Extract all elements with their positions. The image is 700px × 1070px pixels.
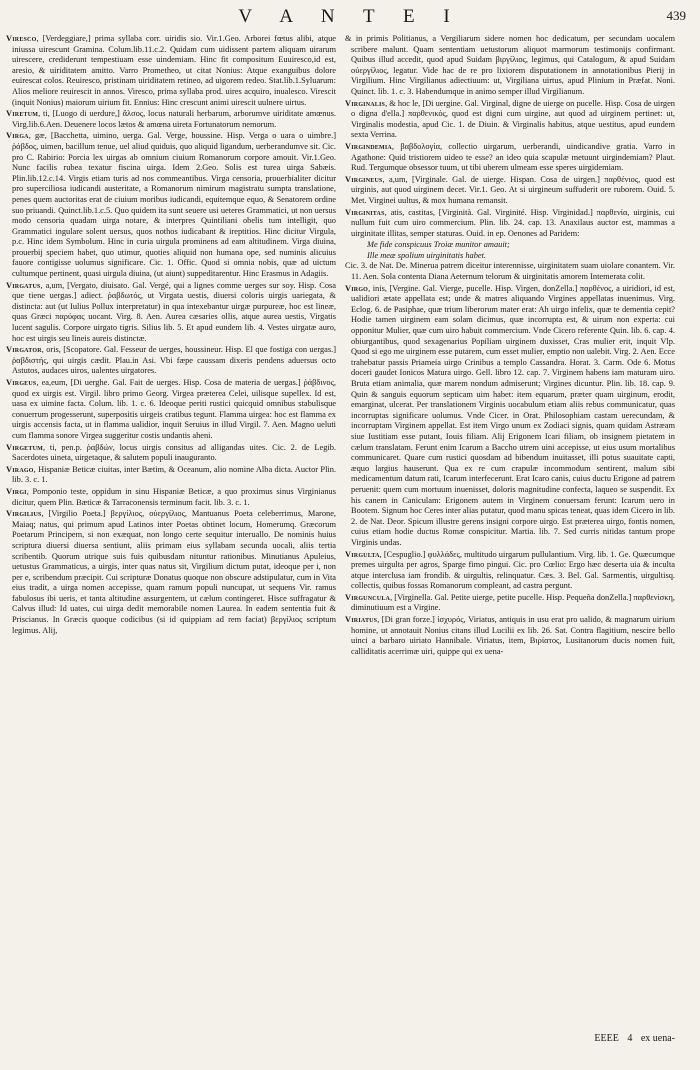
dictionary-entry: Virgi, Pomponio teste, oppidum in sinu Hispaniæ Beticæ, a quo proximus sinus Virginianus dicitur, quem Plin. Bæticæ & Tarraconensis terminum facit. lib. 3. c. 1. [6, 486, 336, 507]
dictionary-entry: Virgator, oris, [Scopatore. Gal. Fesseur de uerges, houssineur. Hisp. El que fostiga con uergas.] ῥαβδιστής, qui uirgis cædit. Plau.in Asi. Vbi fæpe caussam dixeris pendens aduersus octo Astutos, audaces uiros, ualentes uirgatores. [6, 345, 336, 376]
entry-text: [Verdeggiare,] prima syllaba corr. uiridis sio. Vir.1.Geo. Arborei fœtus alibi, atque iniussa uirescunt Gramina. Colum.lib.11.c.2. Quidam cum uidissent partem aliquam uirarum uirescere, crediderunt tempestiuam esse uindemiam. Hinc fit compositum Euuiresco,id est, aresio, & uiriditatem amitto. Varro Prometheo, ut citat Nonius: Atque exanguibus dolore euirescat colos. Reuiresco, pristinam uiriditatem retineo, ad uigorem redeo. Stat.lib.1.Syluarum: Alios meliore reuirescit in annos. Viresco, prima syllaba prod. uires acquiro, inualesco. Virescit (inquit Nonius) maiorum uirium fit. Ennius: Hinc crescunt animi uirescit uulnere uirtus. [12, 34, 336, 107]
entry-text: βαβδολογία, collectio uirgarum, uerberandi, uindicandive gratia. Varro in Agathone: Quid tristiorem uideo te esse? an ideo quia scapulæ metuunt uirgindemiam? Plaut. Rud. Tergumque obsessor tuum, ut tibi uberem ulmeam esse speres uirgidemiam. [351, 141, 675, 173]
entry-text: ea,eum, [Di uerghe. Gal. Fait de uerges. Hisp. Cosa de materia de uergas.] ῥάβδινος, quod ex uirgis est. Virgil. libro primo Georg. Virgea præterea Celei, uilisque supellex. Id est, uasa ex uimine facta. Colum. lib. 1. c. 6. Ideoque periti rustici quicquid omnibus stabulisque conuerrum progesserunt, superpositis uirgeis cratibus tegunt. Flamma uirgea: hoc est flamma ex uirgis accensis facta, ut in flamma ualidior, inquit Seruius in illud Virgil. 7. Aen. Magno ueluti cum flamma sonore Virgea suggeritur costis undantis aheni. [12, 378, 336, 440]
page-footer [345, 1033, 675, 1047]
entry-text: [Cespuglio.] φυλλάδες, multitudo uirgarum pullulantium. Virg. lib. 1. Ge. Quæcumque premes uirgulta per agros, Sparge fimo pingui. Cic. pro Cœlio: Ergo hæc deserta uia & inculta atque interclusa iam frondib. & uirgultis, relinquatur. Cæs. 3. Bel. Gal. Sarmentis, uirgultisq. collectis, quibus fossas Romanorum compleant, ad castra pergunt. [351, 549, 675, 591]
dictionary-entry: Virgulta, [Cespuglio.] φυλλάδες, multitudo uirgarum pullulantium. Virg. lib. 1. Ge. Quæcumque premes uirgulta per agros, Sparge fimo pingui. Cic. pro Cœlio: Ergo hæc deserta uia & inculta atque interclusa iam frondib. & uirgultis, relinquatur. Cæs. 3. Bel. Gal. Sarmentis, uirgultisq. collectis, quibus fossas Romanorum compleant, ad castra pergunt. [345, 549, 675, 591]
page-number: 439 [666, 8, 686, 23]
entry-text: Hispaniæ Beticæ ciuitas, inter Bætim, & Oceanum, alio nomine Alba dicta. Auctor Plin. lib. 3. c. 1. [12, 464, 336, 485]
entry-text: & hoc le, [Di uergine. Gal. Virginal, digne de uierge on pucelle. Hisp. Cosa de uirgen o digna d'ella.] παρθενικός, quod est digni cum uirgine, aut quod ad uirginem pertinet: ut, Virginalis modestia, apud Cic. 1. de Diuin. & Virginalis habitus, atque uestitus, apud eundem sexta Verrina. [351, 98, 675, 140]
entry-headword: Virago [6, 464, 34, 474]
signature-mark: EEEE [594, 1033, 619, 1044]
entry-text: inis, [Vergine. Gal. Vierge, pucelle. Hisp. Virgen, donZella.] παρθένος, a uiridiori, id est, ualidiori ætate appellata est; unde & matres aliquando Virgines appellatas inuenimus. Virg. Eclog. 6. de Pasiphae, quæ trium liberorum mater erat: Ah uirgo infelix, quæ te dementia cepit? Hodie tamen uirginem eam solam dicimus, quæ incorrupta est, & uirum non experta: cui opponitur Mulier, quæ cum uiro habuit commercium. Vnde Cicero referente Quin. lib. 6. cap. 4. obiurgantibus, quod sexagenarius Popiliam uirginem duxisset, Cras mulier erit, inquit Vlp. Quod si ego me uirginem esse putarem, cum esset mulier, emptio non ualebit. Virg. 2. Aen. Ecce trahebatur passis Priameia uirgo Crinibus a templo Cassandra. Horat. 3. Carm. Ode 6. Motus doceri gaudet Ionicos Matura uirgo. Gell. libro 12. cap. 7. Virginem habens iam maturam uiro. Bruta etiam animalia, quæ marem nondum admiserunt; Virgines dicuntur. Plin. lib. 18. cap. 9. Quin & sanguis equorum septicam uim habet: item equarum, præter quam uirginum, erodit, emarginat, ulcerat. Per translationem Virginis uocabulum etiam aliis rebus communicatur, quas incorruptas significare uolumus. Vnde Cicer. in Orat. Philosophiam castam uerecundam, & incorruptam Virginem appellat. Est item Virgo unum ex Zodiaci signis, quam quidam Astræam siue Iustitiam esse putant, Iouis filiam. Alij Erigonem Icari filiam, ob insignem pietatem in cælum translatam. Ferunt enim Icarum a Baccho utrem uini accepisse, ut eius usum mortalibus communicaret. Quare cum rustici quosdam ad bibendum inuitasset, illi potus suauitate capti, æquo largius hauserunt. Qua ex re cum crapulæ incommodum sentirent, malum sibi medicamentum datum rati, Icarum interfecerunt. Erat Icaro canis, cuius ductu Erigone ad patrem peruenit: quem cum mortuum inuenisset, doloris magnitudine confecta, laqueo se suspendit. Ex his canem in Caniculam: Erigonem autem in Virginem conuersam ferunt: Icarum uero in Bootem. Signum hoc Ceres inter alias putatur, quod manu spicas teneat, quas idem Cicero in lib. 2. de Nat. Deor. Spicum illustre gerens insigni corpore uirgo. Est præterea uirgo, fontis nomen, cuius etiam hodie ductus Romæ conspicitur. Martia. lib. 7. Sed curris nitidas tantum prope Virginis undas. [351, 283, 675, 547]
signature-number: 4 [627, 1033, 633, 1044]
entry-text: oris, [Scopatore. Gal. Fesseur de uerges, houssineur. Hisp. El que fostiga con uergas.] ῥαβδιστής, qui uirgis cædit. Plau.in Asi. Vbi fæpe caussam dixeris pendens aduersus octo Astutos, audaces uiros, ualentes uirgatores. [12, 345, 336, 376]
entry-headword: Virgo [345, 283, 369, 293]
entry-text: Cic. 3. de Nat. De. Minerua patrem diceitur interennisse, uirginitatem suam uiolare conantem. Vir. 11. Aen. Sola contenta Diana Aeternum telorum & uirginitatis amorem Intemerata colit. [345, 261, 675, 282]
dictionary-entry: Virgindemia, βαβδολογία, collectio uirgarum, uerberandi, uindicandive gratia. Varro in Agathone: Quid tristiorem uideo te esse? an ideo quia scapulæ metuunt uirgindemiam? Plaut. Rud. Tergumque obsessor tuum, ut tibi uberem ulmeam esse speres uirgidemiam. [345, 141, 675, 173]
entry-text: gæ, [Bacchetta, uimino, uerga. Gal. Verge, houssine. Hisp. Verga o uara o uimbre.] ῥάβδος, uimen, bacillum tenue, uel aliud quiduis, quo aliquid ligandum, uerberandumve sit. Cic. pro C. Rabirio: Porcia lex uirgas ab omnium ciuium Romanorum corpore amouit. Vir.1.Geo. Nunc facilis rubea texatur fiscina uirga. Idem 2.Geo. Solis est turea uirga Sabæis. Plin.lib.12.c.14. Virgis etiam turis ad nos commeantibus. Virga censoria, prouerbialiter dicitur pro superciliosa iudicandi austeritate, a Romanorum nimirum magistratu sumpta translatione, penes quem auctoritas erat de ciuium moribus iudicandi, equitemque equo, & Senatorem ordine suo priuandi. Quinct.lib.1.c.5. Quo quidem ita sunt seuere usi ueteres Grammatici, ut non uersus modo censoria quadam uirga notare, & interpres Quintiliani obelis tum intelligit, quo Grammatici ingulare solent uersus, quos nothos iudicabant & ireptitios. Hinc dicitur Virgula, p.c. Hinc idem Symbolum. Hinc in curia uirgula prominens ad eam altitudinem. Virga diuina, prouerbij speciem habet, quo utimur, quoties aliquid non humana ope, sed numinis alicuius fauore contigisse uolumus significare. Cic. 1. Offic. Quod si omnia nobis, quæ ad uictum cultumque pertinent, quasi uirgula diuina, (ut aiunt) suppeditarentur. Hinc Erasmus in Adagiis. [12, 131, 336, 279]
entry-headword: Virguncula [345, 592, 391, 602]
entry-headword: Virgindemia [345, 141, 392, 151]
left-column [6, 34, 336, 1054]
verse-line: Me fide conspicuus Troiæ munitor amauit; [367, 240, 510, 250]
dictionary-entry [345, 261, 675, 282]
entry-text: a,um, [Virginale. Gal. de uierge. Hispan. Cosa de uirgen.] παρθένιος, quod est uirginis, aut quod uirginem decet. Vir.1. Geo. At si uirgineum suffuderit ore ruborem. Ouid. 5. Met. Virginei uultus, & mox humana remansit. [351, 174, 675, 205]
entry-headword: Viretum [6, 109, 39, 119]
entry-headword: Virgulta [345, 549, 380, 559]
entry-text: ti, [Luogo di uerdure,] ἄλσος, locus naturali herbarum, arborumve uiriditate amœnus. Virg.lib.6.Aen. Deuenere locos lætos & amœna uireta Fortunatorum nemorum. [12, 109, 336, 129]
entry-headword: Virgator [6, 345, 42, 355]
dictionary-entry: Viretum, ti, [Luogo di uerdure,] ἄλσος, locus naturali herbarum, arborumve uiriditate amœnus. Virg.lib.6.Aen. Deuenere locos lætos & amœna uireta Fortunatorum nemorum. [6, 109, 336, 129]
entry-text: atis, castitas, [Virginità. Gal. Virginité. Hisp. Virginidad.] παρθενία, uirginis, cui nullum fuit cum uiro commercium. Plin. lib. 24. cap. 13. Anaxilaus auctor est, mammas a uirginitate illitas, semper staturas. Ouid. in ep. Oenones ad Paridem: [351, 207, 675, 238]
entry-headword: Virgineus [345, 174, 383, 184]
dictionary-entry: Virga, gæ, [Bacchetta, uimino, uerga. Gal. Verge, houssine. Hisp. Verga o uara o uimbre.] ῥάβδος, uimen, bacillum tenue, uel aliud quiduis, quo aliquid ligandum, uerberandumve sit. Cic. pro C. Rabirio: Porcia lex uirgas ab omnium ciuium Romanorum corpore amouit. Vir.1.Geo. Nunc facilis rubea texatur fiscina uirga. Idem 2.Geo. Solis est turea uirga Sabæis. Plin.lib.12.c.14. Virgis etiam turis ad nos commeantibus. Virga censoria, prouerbialiter dicitur pro superciliosa iudicandi austeritate, a Romanorum nimirum magistratu sumpta translatione, penes quem auctoritas erat de ciuium moribus iudicandi, equitemque equo, & Senatorem ordine suo priuandi. Quinct.lib.1.c.5. Quo quidem ita sunt seuere usi ueteres Grammatici, ut non uersus modo censoria quadam uirga notare, & interpres Quintiliani obelis tum intelligit, quo Grammatici ingulare solent uersus, quos nothos iudicabant & ireptitios. Hinc dicitur Virgula, p.c. Hinc idem Symbolum. Hinc in curia uirgula prominens ad eam altitudinem. Virga diuina, prouerbij speciem habet, quo utimur, quoties aliquid non humana ope, sed numinis alicuius fauore contigisse uolumus significare. Cic. 1. Offic. Quod si omnia nobis, quæ ad uictum cultumque pertinent, quasi uirgula diuina, (ut aiunt) suppeditarentur. Hinc Erasmus in Adagiis. [6, 131, 336, 279]
entry-headword: Viriatus [345, 615, 378, 625]
entry-headword: Viresco [6, 34, 37, 43]
entry-text: [Virginella. Gal. Petite uierge, petite pucelle. Hisp. Pequeña donZella.] παρθενίσκη, diminutiuum est a Virgine. [351, 592, 675, 613]
dictionary-entry: Viresco, [Verdeggiare,] prima syllaba corr. uiridis sio. Vir.1.Geo. Arborei fœtus alibi, atque iniussa uirescunt Gramina. Colum.lib.11.c.2. Quidam cum uidissent partem aliquam uirarum uirescere, crediderunt tempestiuam esse uindemiam. Hinc fit compositum Euuiresco,id est, aresio, & uiriditatem amitto. Varro Prometheo, ut citat Nonius: Atque exanguibus dolore euirescat colos. Reuiresco, pristinam uiriditatem retineo, ad uigorem redeo. Stat.lib.1.Syluarum: Alios meliore reuirescit in annos. Viresco, prima syllaba prod. uires acquiro, inualesco. Virescit (inquit Nonius) maiorum uirium fit. Ennius: Hinc crescunt animi uirescit uulnere uirtus. [6, 34, 336, 107]
catchword: ex uena- [640, 1033, 675, 1044]
dictionary-entry [345, 34, 675, 98]
dictionary-entry: Virgetum, ti, pen.p. ῥαβδών, locus uirgis consitus ad alligandas uites. Cic. 2. de Legib. Sacerdotes uineta, uirgetaque, & salutem populi inauguranto. [6, 442, 336, 463]
dictionary-entry: Viriatus, [Di gran forze.] ἰσχυρός, Viriatus, antiquis in usu erat pro ualido, & magnarum uirium homine, ut annotauit Nonius citans illud Lucilii ex lib. 26. Sat. Contra flagitium, nescire bello uinci a barbaro uiriato Hannibale. Viriatus, item, Βιρίατος, Lusitanorum ducis nomen fuit, calliditatis acerrimæ uiri, quippe qui ex uena- [345, 615, 675, 656]
dictionary-entry: Virago, Hispaniæ Beticæ ciuitas, inter Bætim, & Oceanum, alio nomine Alba dicta. Auctor Plin. lib. 3. c. 1. [6, 464, 336, 485]
verse-line: Ille meæ spolium uirginitatis habet. [367, 250, 487, 260]
entry-text: [Virgilio Poeta.] βεργίλιος, ούεργίλιος, Mantuanus Poeta celeberrimus, Marone, Maiaq; natus, qui primum apud Latinos inter Poetas obtinet locum, Homerumq. Græcorum Poetarum Principem, si non exæquat, non longo certe sequitur interuallo. De nominis huius scriptura diuersi diuersa sentiunt, aliis primam eius syllabam secunda uocali, aliis tertia scribentib. Quorum utrique suis fuis quibusdam nituntur rationibus. Minutianus Apuleius, uetustus Grammaticus, a uirgis, inter quas natus sit, Virgilium dictum putat, ideoque per i, non per e, scribendum præcipit. Cui scripturæ Donatus quoque non obscure adstipulatur, cum in Vita eius tradit, a uirga nomen accepisse, quam ramum populi nuncupat, ut sequens Vir. ramus fabulosus ibi ueris, et tanta altitudine assurgentem, ut cælum contingeret. Hisce suffragatur & Calvus illud: Id uates, cui uirga dedit memorabile nomen Laurea. In eadem sententia fuit & Priscianus. In Græcis quoque codicibus (si id quippiam ad rem faciat) βεργίλιος scriptum legimus. Alij, [12, 509, 336, 635]
entry-text: & in primis Politianus, a Vergiliarum sidere nomen hoc dedicatum, per secundam uocalem scribere malunt. Quam sententiam uetustorum aliquot marmorum testimonijs confirmant. Quibus illud accedit, quod apud Suidam βιργίλιος, legimus, qui Catalogum, & apud Suidam οὐεργίλιος, legatur. Vide hac de re pro lixiorem disputationem in annotationibus Pierij in Virgilium. Hinc Virgilianus adiectiuum: ut, Virgiliana uirtus, apud Plinium in Præfat. Noni. Quinct. lib. 1. c. 3. Habendumque in animo semper illud Virgilianum. [345, 34, 675, 96]
dictionary-entry: Virginalis, & hoc le, [Di uergine. Gal. Virginal, digne de uierge on pucelle. Hisp. Cosa de uirgen o digna d'ella.] παρθενικός, quod est digni cum uirgine, aut quod ad uirginem pertinet: ut, Virginalis modestia, apud Cic. 1. de Diuin. & Virginalis habitus, atque uestitus, apud eundem sexta Verrina. [345, 98, 675, 140]
entry-headword: Virgilius [6, 509, 42, 519]
dictionary-entry: Virguncula, [Virginella. Gal. Petite uierge, petite pucelle. Hisp. Pequeña donZella.] παρθενίσκη, diminutiuum est a Virgine. [345, 592, 675, 613]
entry-text: [Di gran forze.] ἰσχυρός, Viriatus, antiquis in usu erat pro ualido, & magnarum uirium homine, ut annotauit Nonius citans illud Lucilii ex lib. 26. Sat. Contra flagitium, nescire bello uinci a barbaro uiriato Hannibale. Viriatus, item, Βιρίατος, Lusitanorum ducis nomen fuit, calliditatis acerrimæ uiri, quippe qui ex uena- [351, 615, 675, 656]
entry-text: ti, pen.p. ῥαβδών, locus uirgis consitus ad alligandas uites. Cic. 2. de Legib. Sacerdotes uineta, uirgetaque, & salutem populi inauguranto. [12, 442, 336, 463]
dictionary-entry: Virgatus, a,um, [Vergato, diuisato. Gal. Vergé, qui a lignes comme uerges sur soy. Hisp. Cosa que tiene uergas.] adiect. ῥαβδωτός, ut Virgata uestis, diuersi coloris uirgis uariegata, & distincta: aut (ut Iulius Pollux interpretatur) in qua intexebantur uirgæ purpureæ, hoc est lineæ, quas Græci παρύφας uocant. Virg. 8. Aen. Aurea cæsaries ollis, atque aurea uestis, Virgatis lucent sagulis. Corpore uirgato tigris. Silius lib. 5. Et apud eundem lib. 4. Vestes uirgatæ auro, hoc est uirgis seu lineis aureis distinctæ. [6, 280, 336, 343]
entry-headword: Virgetum [6, 442, 43, 452]
running-head: V A N T E I [238, 6, 462, 27]
entry-headword: Virginitas [345, 207, 385, 217]
entry-headword: Virga [6, 131, 29, 141]
entry-headword: Virgatus [6, 280, 41, 290]
dictionary-entry: Virgilius, [Virgilio Poeta.] βεργίλιος, ούεργίλιος, Mantuanus Poeta celeberrimus, Marone, Maiaq; natus, qui primum apud Latinos inter Poetas obtinet locum, Homerumq. Græcorum Poetarum Principem, si non exæquat, non longo certe sequitur interuallo. De nominis huius scriptura diuersi diuersa sentiunt, aliis primam eius syllabam secunda uocali, aliis tertia scribentib. Quorum utrique suis fuis quibusdam nituntur rationibus. Minutianus Apuleius, uetustus Grammaticus, a uirgis, inter quas natus sit, Virgilium dictum putat, ideoque per i, non per e, scribendum præcipit. Cui scripturæ Donatus quoque non obscure adstipulatur, cum in Vita eius tradit, a uirga nomen accepisse, quam ramum populi nuncupat, ut sequens Vir. ramus fabulosus ibi ueris, et tanta altitudine assurgentem, ut cælum contingeret. Hisce suffragatur & Calvus illud: Id uates, cui uirga dedit memorabile nomen Laurea. In eadem sententia fuit & Priscianus. In Græcis quoque codicibus (si id quippiam ad rem faciat) βεργίλιος scriptum legimus. Alij, [6, 509, 336, 635]
entry-headword: Virginalis [345, 98, 386, 108]
dictionary-entry: Virgo, inis, [Vergine. Gal. Vierge, pucelle. Hisp. Virgen, donZella.] παρθένος, a uiridiori, id est, ualidiori ætate appellata est; unde & matres aliquando Virgines appellatas inuenimus. Virg. Eclog. 6. de Pasiphae, quæ trium liberorum mater erat: Ah uirgo infelix, quæ te dementia cepit? Hodie tamen uirginem eam solam dicimus, quæ incorrupta est, & uirum non experta: cui opponitur Mulier, quæ cum uiro habuit commercium. Vnde Cicero referente Quin. lib. 6. cap. 4. obiurgantibus, quod sexagenarius Popiliam uirginem duxisset, Cras mulier erit, inquit Vlp. Quod si ego me uirginem esse putarem, cum esset mulier, emptio non ualebit. Virg. 2. Aen. Ecce trahebatur passis Priameia uirgo Crinibus a templo Cassandra. Horat. 3. Carm. Ode 6. Motus doceri gaudet Ionicos Matura uirgo. Gell. libro 12. cap. 7. Virginem habens iam maturam uiro. Bruta etiam animalia, quæ marem nondum admiserunt; Virgines dicuntur. Plin. lib. 18. cap. 9. Quin & sanguis equorum septicam uim habet: item equarum, præter quam uirginum, erodit, emarginat, ulcerat. Per translationem Virginis uocabulum etiam aliis rebus communicatur, quas incorruptas significare uolumus. Vnde Cicer. in Orat. Philosophiam castam uerecundam, & incorruptam Virginem appellat. Est item Virgo unum ex Zodiaci signis, quam quidam Astræam siue Iustitiam esse putant, Iouis filiam. Alij Erigonem Icari filiam, ob insignem pietatem in cælum translatam. Ferunt enim Icarum a Baccho utrem uini accepisse, ut eius usum mortalibus communicaret. Quare cum rustici quosdam ad bibendum inuitasset, illi potus suauitate capti, æquo largius hauserunt. Qua ex re cum crapulæ incommodum sentirent, malum sibi medicamentum datum rati, Icarum interfecerunt. Erat Icaro canis, cuius ductu Erigone ad patrem peruenit: quem cum mortuum inuenisset, doloris magnitudine confecta, laqueo se suspendit. Ex his canem in Caniculam: Erigonem autem in Virginem conuersam ferunt: Icarum uero in Bootem. Signum hoc Ceres inter alias putatur, quod manu spicas teneat, quas idem Cicero in lib. 2. de Nat. Deor. Spicum illustre gerens insigni corpore uirgo. Est præterea uirgo, fontis nomen, cuius etiam hodie ductus Romæ conspicitur. Martia. lib. 7. Sed curris nitidas tantum prope Virginis undas. [345, 283, 675, 547]
dictionary-entry: Virgeus, ea,eum, [Di uerghe. Gal. Fait de uerges. Hisp. Cosa de materia de uergas.] ῥάβδινος, quod ex uirgis est. Virgil. libro primo Georg. Virgea præterea Celei, uilisque supellex. Id est, uasa ex uimine facta. Colum. lib. 1. c. 6. Ideoque periti rustici quicquid omnibus stabulisque conuerrum progesserunt, superpositis uirgeis cratibus tegunt. Flamma uirgea: hoc est flamma ex uirgis accensis facta, ut in flamma ualidior, inquit Seruius in illud Virgil. 7. Aen. Magno ueluti cum flamma sonore Virgea suggeritur costis undantis aheni. [6, 378, 336, 440]
dictionary-entry: Virgineus, a,um, [Virginale. Gal. de uierge. Hispan. Cosa de uirgen.] παρθένιος, quod est uirginis, aut quod uirginem decet. Vir.1. Geo. At si uirgineum suffuderit ore ruborem. Ouid. 5. Met. Virginei uultus, & mox humana remansit. [345, 174, 675, 205]
dictionary-entry: Virginitas, atis, castitas, [Virginità. Gal. Virginité. Hisp. Virginidad.] παρθενία, uirginis, cui nullum fuit cum uiro commercium. Plin. lib. 24. cap. 13. Anaxilaus auctor est, mammas a uirginitate illitas, semper staturas. Ouid. in ep. Oenones ad Paridem: [345, 207, 675, 238]
right-column [345, 34, 675, 1034]
entry-text: Pomponio teste, oppidum in sinu Hispaniæ Beticæ, a quo proximus sinus Virginianus dicitur, quem Plin. Bæticæ & Tarraconensis terminum facit. lib. 3. c. 1. [12, 486, 336, 507]
entry-text: a,um, [Vergato, diuisato. Gal. Vergé, qui a lignes comme uerges sur soy. Hisp. Cosa que tiene uergas.] adiect. ῥαβδωτός, ut Virgata uestis, diuersi coloris uirgis uariegata, & distincta: aut (ut Iulius Pollux interpretatur) in qua intexebantur uirgæ purpureæ, hoc est lineæ, quas Græci παρύφας uocant. Virg. 8. Aen. Aurea cæsaries ollis, atque aurea uestis, Virgatis lucent sagulis. Corpore uirgato tigris. Silius lib. 5. Et apud eundem lib. 4. Vestes uirgatæ auro, hoc est uirgis seu lineis aureis distinctæ. [12, 280, 336, 343]
entry-headword: Virgi [6, 486, 27, 496]
entry-headword: Virgeus [6, 378, 37, 387]
